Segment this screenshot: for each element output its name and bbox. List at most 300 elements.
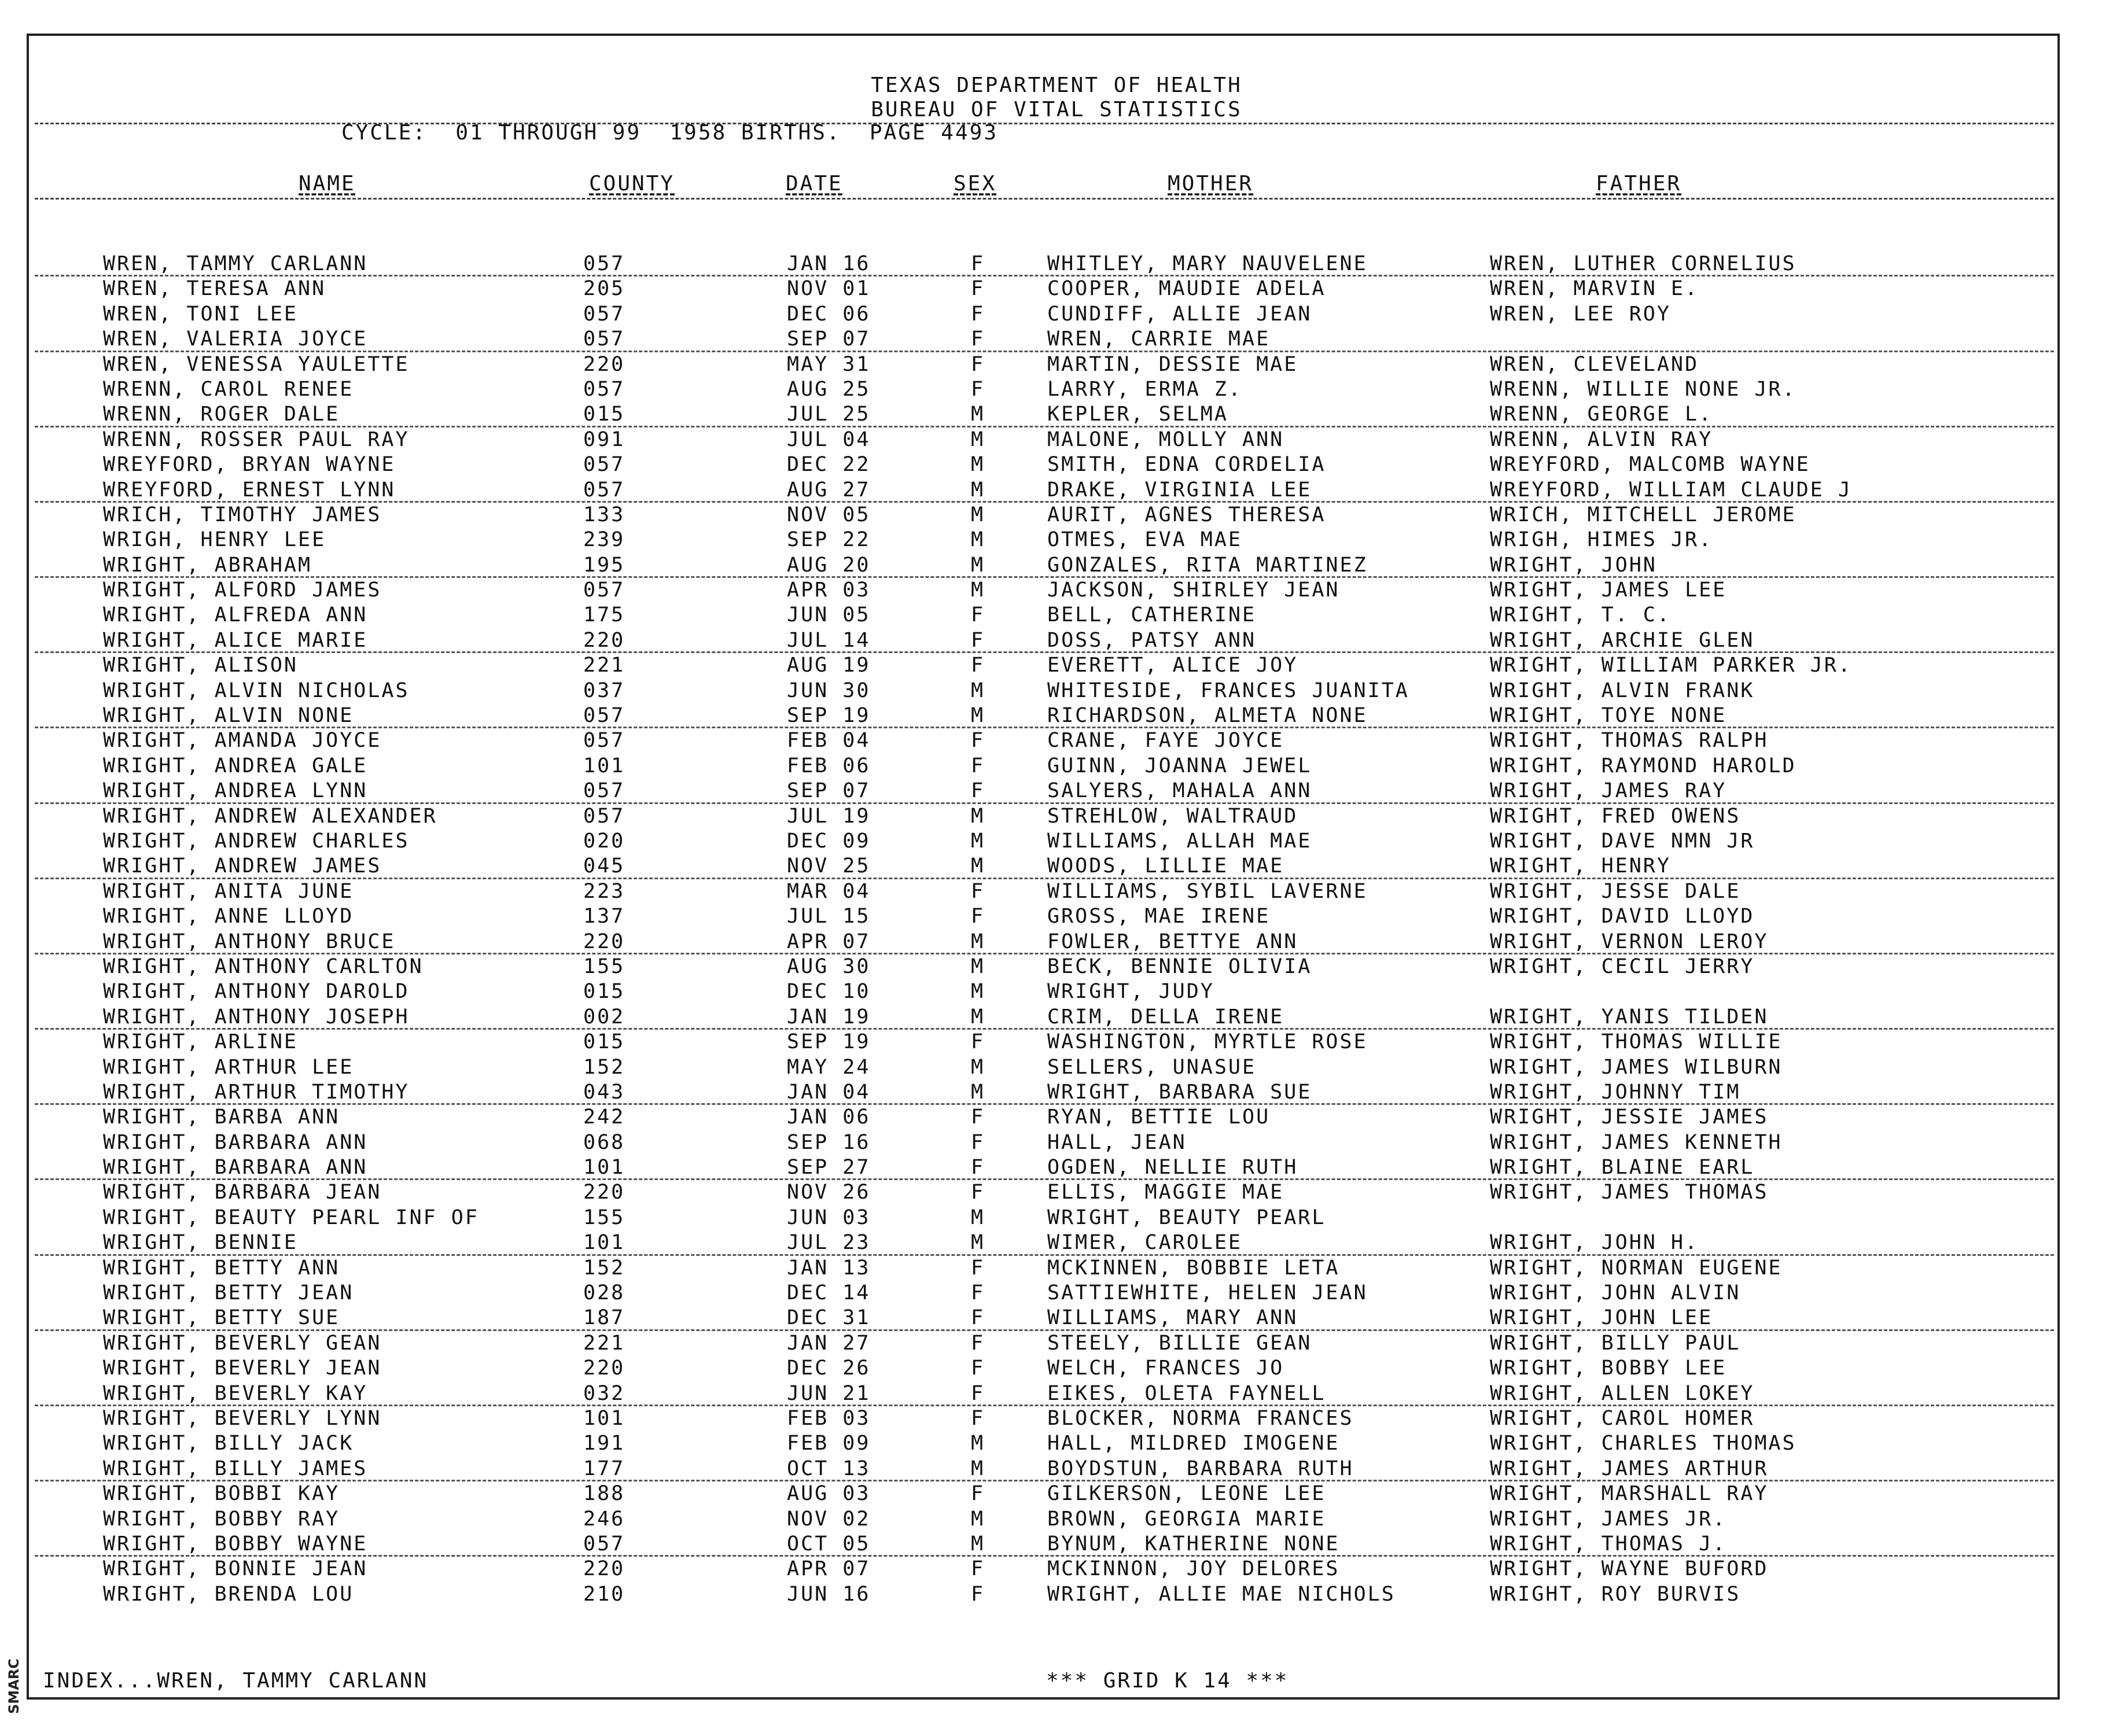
- mother-cell: GROSS, MAE IRENE: [1047, 905, 1271, 928]
- county-cell: 101: [583, 1231, 625, 1255]
- date-cell: JAN 13: [787, 1256, 871, 1280]
- mother-cell: RYAN, BETTIE LOU: [1047, 1105, 1271, 1129]
- county-cell: 223: [583, 879, 625, 903]
- mother-cell: DRAKE, VIRGINIA LEE: [1047, 478, 1312, 502]
- date-cell: JAN 16: [787, 252, 871, 275]
- sex-cell: M: [971, 528, 985, 552]
- date-cell: APR 07: [787, 1557, 871, 1581]
- table-row: [0, 1457, 2113, 1481]
- table-row: [0, 553, 2113, 578]
- name-cell: WREN, TERESA ANN: [103, 277, 326, 301]
- column-header-county: COUNTY: [589, 172, 675, 196]
- agency-title: TEXAS DEPARTMENT OF HEALTH: [871, 73, 1242, 97]
- table-row: [0, 1230, 2113, 1255]
- table-row: [0, 628, 2113, 653]
- table-row: [0, 679, 2113, 703]
- father-cell: WRIGHT, YANIS TILDEN: [1490, 1005, 1769, 1029]
- county-cell: 020: [583, 829, 625, 853]
- sex-cell: F: [971, 1482, 985, 1506]
- table-row: [0, 829, 2113, 854]
- mother-cell: BYNUM, KATHERINE NONE: [1047, 1532, 1340, 1556]
- column-header-name: NAME: [299, 172, 356, 196]
- sex-cell: F: [971, 1582, 985, 1606]
- father-cell: WRENN, GEORGE L.: [1490, 403, 1713, 426]
- father-cell: WRIGHT, CHARLES THOMAS: [1490, 1432, 1797, 1455]
- date-cell: SEP 07: [787, 779, 871, 803]
- sex-cell: F: [971, 1557, 985, 1581]
- sex-cell: M: [971, 829, 985, 853]
- father-cell: WRIGHT, FRED OWENS: [1490, 804, 1741, 828]
- sex-cell: M: [971, 427, 985, 451]
- county-cell: 195: [583, 553, 625, 577]
- county-cell: 057: [583, 704, 625, 728]
- county-cell: 101: [583, 1156, 625, 1180]
- father-cell: WRIGHT, BLAINE EARL: [1490, 1156, 1755, 1180]
- name-cell: WRIGHT, BARBARA ANN: [103, 1130, 368, 1154]
- table-row: [0, 904, 2113, 929]
- father-cell: WRIGHT, RAYMOND HAROLD: [1490, 754, 1797, 777]
- table-row: [0, 1431, 2113, 1456]
- date-cell: AUG 20: [787, 553, 871, 577]
- sex-cell: M: [971, 854, 985, 878]
- father-cell: WRIGHT, JOHN LEE: [1490, 1306, 1713, 1330]
- father-cell: WRIGHT, ALVIN FRANK: [1490, 679, 1755, 702]
- county-cell: 133: [583, 503, 625, 526]
- mother-cell: SALYERS, MAHALA ANN: [1047, 779, 1312, 803]
- father-cell: WRIGHT, JAMES KENNETH: [1490, 1130, 1783, 1154]
- date-cell: FEB 03: [787, 1406, 871, 1430]
- date-cell: MAY 24: [787, 1055, 871, 1079]
- date-cell: JUN 21: [787, 1381, 871, 1405]
- father-cell: WRIGHT, DAVE NMN JR: [1490, 829, 1755, 853]
- date-cell: SEP 16: [787, 1130, 871, 1154]
- column-header-mother: MOTHER: [1168, 172, 1254, 196]
- date-cell: DEC 06: [787, 302, 871, 326]
- father-cell: WRIGHT, HENRY: [1490, 854, 1671, 878]
- father-cell: WRIGHT, DAVID LLOYD: [1490, 905, 1755, 928]
- name-cell: WRIGHT, BOBBI KAY: [103, 1482, 340, 1506]
- father-cell: WRIGHT, WILLIAM PARKER JR.: [1490, 654, 1852, 677]
- sex-cell: F: [971, 277, 985, 301]
- name-cell: WRIGHT, ALFORD JAMES: [103, 578, 382, 602]
- date-cell: NOV 05: [787, 503, 871, 526]
- date-cell: FEB 06: [787, 754, 871, 777]
- mother-cell: OTMES, EVA MAE: [1047, 528, 1243, 552]
- mother-cell: HALL, MILDRED IMOGENE: [1047, 1432, 1340, 1455]
- table-row: [0, 954, 2113, 979]
- name-cell: WRIGHT, BRENDA LOU: [103, 1582, 354, 1606]
- mother-cell: MCKINNEN, BOBBIE LETA: [1047, 1256, 1340, 1280]
- mother-cell: RICHARDSON, ALMETA NONE: [1047, 704, 1368, 728]
- table-row: [0, 277, 2113, 301]
- mother-cell: BOYDSTUN, BARBARA RUTH: [1047, 1457, 1354, 1480]
- mother-cell: BLOCKER, NORMA FRANCES: [1047, 1406, 1354, 1430]
- mother-cell: WHITESIDE, FRANCES JUANITA: [1047, 679, 1409, 702]
- name-cell: WRIGHT, AMANDA JOYCE: [103, 729, 382, 753]
- father-cell: WRIGHT, JOHN H.: [1490, 1231, 1699, 1255]
- name-cell: WRIGHT, ALVIN NONE: [103, 704, 354, 728]
- mother-cell: WELCH, FRANCES JO: [1047, 1357, 1284, 1380]
- county-cell: 242: [583, 1105, 625, 1129]
- sex-cell: F: [971, 327, 985, 351]
- table-row: [0, 930, 2113, 954]
- county-cell: 175: [583, 603, 625, 627]
- table-row: [0, 427, 2113, 452]
- sex-cell: F: [971, 302, 985, 326]
- date-cell: NOV 02: [787, 1507, 871, 1531]
- index-footer: INDEX...WREN, TAMMY CARLANN: [43, 1669, 429, 1693]
- county-cell: 032: [583, 1381, 625, 1405]
- sex-cell: M: [971, 1005, 985, 1029]
- sex-cell: F: [971, 754, 985, 777]
- mother-cell: BROWN, GEORGIA MARIE: [1047, 1507, 1326, 1531]
- mother-cell: MCKINNON, JOY DELORES: [1047, 1557, 1340, 1581]
- name-cell: WRIGHT, ANDREW ALEXANDER: [103, 804, 437, 828]
- county-cell: 057: [583, 1532, 625, 1556]
- table-row: [0, 1005, 2113, 1030]
- name-cell: WRIGHT, ABRAHAM: [103, 553, 312, 577]
- date-cell: AUG 27: [787, 478, 871, 502]
- sex-cell: M: [971, 804, 985, 828]
- father-cell: WRICH, MITCHELL JEROME: [1490, 503, 1797, 526]
- sex-cell: F: [971, 654, 985, 677]
- date-cell: JAN 27: [787, 1331, 871, 1355]
- mother-cell: STEELY, BILLIE GEAN: [1047, 1331, 1312, 1355]
- mother-cell: WRIGHT, BEAUTY PEARL: [1047, 1206, 1326, 1229]
- table-row: [0, 1582, 2113, 1607]
- name-cell: WRIGHT, BETTY JEAN: [103, 1281, 354, 1305]
- county-cell: 057: [583, 804, 625, 828]
- date-cell: NOV 25: [787, 854, 871, 878]
- sex-cell: F: [971, 1331, 985, 1355]
- name-cell: WRIGHT, ARLINE: [103, 1030, 299, 1054]
- sex-cell: F: [971, 1306, 985, 1330]
- name-cell: WRENN, CAROL RENEE: [103, 377, 354, 401]
- mother-cell: AURIT, AGNES THERESA: [1047, 503, 1326, 526]
- date-cell: SEP 19: [787, 1030, 871, 1054]
- bureau-title: BUREAU OF VITAL STATISTICS: [871, 98, 1242, 121]
- table-row: [0, 1256, 2113, 1281]
- table-row: [0, 252, 2113, 277]
- father-cell: WREN, MARVIN E.: [1490, 277, 1699, 301]
- mother-cell: GONZALES, RITA MARTINEZ: [1047, 553, 1368, 577]
- table-row: [0, 854, 2113, 879]
- name-cell: WRIGHT, BEVERLY LYNN: [103, 1406, 382, 1430]
- county-cell: 220: [583, 1557, 625, 1581]
- date-cell: AUG 03: [787, 1482, 871, 1506]
- date-cell: JAN 04: [787, 1080, 871, 1104]
- table-row: [0, 302, 2113, 327]
- mother-cell: OGDEN, NELLIE RUTH: [1047, 1156, 1298, 1180]
- county-cell: 057: [583, 578, 625, 602]
- sex-cell: M: [971, 453, 985, 477]
- date-cell: DEC 31: [787, 1306, 871, 1330]
- county-cell: 221: [583, 654, 625, 677]
- county-cell: 177: [583, 1457, 625, 1480]
- mother-cell: WOODS, LILLIE MAE: [1047, 854, 1284, 878]
- name-cell: WRENN, ROSSER PAUL RAY: [103, 427, 410, 451]
- sex-cell: F: [971, 905, 985, 928]
- date-cell: SEP 27: [787, 1156, 871, 1180]
- sex-cell: M: [971, 578, 985, 602]
- table-row: [0, 1557, 2113, 1582]
- county-cell: 091: [583, 427, 625, 451]
- date-cell: JUN 16: [787, 1582, 871, 1606]
- table-row: [0, 1281, 2113, 1306]
- name-cell: WRIGHT, ANDREW JAMES: [103, 854, 382, 878]
- table-row: [0, 1481, 2113, 1506]
- name-cell: WRIGHT, BARBARA JEAN: [103, 1181, 382, 1204]
- mother-cell: WILLIAMS, ALLAH MAE: [1047, 829, 1312, 853]
- table-row: [0, 1206, 2113, 1230]
- name-cell: WRIGHT, ANTHONY DAROLD: [103, 980, 410, 1004]
- county-cell: 057: [583, 327, 625, 351]
- sex-cell: M: [971, 930, 985, 953]
- column-header-sex: SEX: [954, 172, 997, 196]
- mother-cell: SATTIEWHITE, HELEN JEAN: [1047, 1281, 1368, 1305]
- sex-cell: F: [971, 1406, 985, 1430]
- name-cell: WRIGHT, BILLY JACK: [103, 1432, 354, 1455]
- father-cell: WRIGHT, JAMES WILBURN: [1490, 1055, 1783, 1079]
- county-cell: 057: [583, 453, 625, 477]
- table-row: [0, 528, 2113, 552]
- father-cell: WRIGHT, JAMES RAY: [1490, 779, 1727, 803]
- father-cell: WRIGHT, MARSHALL RAY: [1490, 1482, 1769, 1506]
- name-cell: WRIGHT, BEVERLY KAY: [103, 1381, 368, 1405]
- name-cell: WRIGHT, ANDREA GALE: [103, 754, 368, 777]
- date-cell: OCT 05: [787, 1532, 871, 1556]
- name-cell: WRIGHT, BOBBY WAYNE: [103, 1532, 368, 1556]
- father-cell: WRIGHT, JAMES JR.: [1490, 1507, 1727, 1531]
- sex-cell: F: [971, 252, 985, 275]
- sex-cell: M: [971, 478, 985, 502]
- sex-cell: M: [971, 679, 985, 702]
- name-cell: WRIGHT, ANITA JUNE: [103, 879, 354, 903]
- father-cell: WRIGHT, JAMES LEE: [1490, 578, 1727, 602]
- name-cell: WREYFORD, ERNEST LYNN: [103, 478, 396, 502]
- name-cell: WRIGHT, BEAUTY PEARL INF OF: [103, 1206, 479, 1229]
- grid-footer: *** GRID K 14 ***: [1046, 1669, 1289, 1693]
- sex-cell: M: [971, 1532, 985, 1556]
- column-header-rule: [35, 198, 2054, 200]
- name-cell: WRIGHT, ALVIN NICHOLAS: [103, 679, 410, 702]
- sex-cell: M: [971, 1231, 985, 1255]
- sex-cell: F: [971, 1181, 985, 1204]
- sex-cell: F: [971, 1156, 985, 1180]
- table-row: [0, 377, 2113, 402]
- sex-cell: M: [971, 1080, 985, 1104]
- date-cell: DEC 22: [787, 453, 871, 477]
- name-cell: WRIGHT, BEVERLY GEAN: [103, 1331, 382, 1355]
- county-cell: 015: [583, 1030, 625, 1054]
- mother-cell: WILLIAMS, SYBIL LAVERNE: [1047, 879, 1368, 903]
- name-cell: WRIGHT, ANTHONY CARLTON: [103, 954, 424, 978]
- date-cell: AUG 19: [787, 654, 871, 677]
- table-row: [0, 402, 2113, 427]
- table-row: [0, 779, 2113, 804]
- mother-cell: WRIGHT, ALLIE MAE NICHOLS: [1047, 1582, 1396, 1606]
- header-rule: [35, 123, 2054, 124]
- mother-cell: CRIM, DELLA IRENE: [1047, 1005, 1284, 1029]
- county-cell: 057: [583, 478, 625, 502]
- mother-cell: WREN, CARRIE MAE: [1047, 327, 1271, 351]
- father-cell: WRIGHT, VERNON LEROY: [1490, 930, 1769, 953]
- date-cell: JUL 25: [787, 403, 871, 426]
- name-cell: WRIGHT, ARTHUR LEE: [103, 1055, 354, 1079]
- father-cell: WRENN, WILLIE NONE JR.: [1490, 377, 1797, 401]
- father-cell: WRIGHT, BILLY PAUL: [1490, 1331, 1741, 1355]
- table-row: [0, 352, 2113, 377]
- table-row: [0, 578, 2113, 603]
- mother-cell: STREHLOW, WALTRAUD: [1047, 804, 1298, 828]
- sex-cell: M: [971, 553, 985, 577]
- mother-cell: WIMER, CAROLEE: [1047, 1231, 1243, 1255]
- county-cell: 045: [583, 854, 625, 878]
- sex-cell: F: [971, 1256, 985, 1280]
- sex-cell: M: [971, 1432, 985, 1455]
- name-cell: WRIGHT, BETTY SUE: [103, 1306, 340, 1330]
- table-row: [0, 804, 2113, 829]
- date-cell: JUL 23: [787, 1231, 871, 1255]
- table-row: [0, 1356, 2113, 1381]
- table-row: [0, 1532, 2113, 1557]
- name-cell: WRIGHT, BILLY JAMES: [103, 1457, 368, 1480]
- sex-cell: F: [971, 1105, 985, 1129]
- sex-cell: M: [971, 1206, 985, 1229]
- date-cell: OCT 13: [787, 1457, 871, 1480]
- name-cell: WRIGH, HENRY LEE: [103, 528, 326, 552]
- mother-cell: MARTIN, DESSIE MAE: [1047, 352, 1298, 376]
- mother-cell: CRANE, FAYE JOYCE: [1047, 729, 1284, 753]
- name-cell: WREN, VALERIA JOYCE: [103, 327, 368, 351]
- father-cell: WRIGHT, JOHN ALVIN: [1490, 1281, 1741, 1305]
- table-row: [0, 879, 2113, 904]
- table-row: [0, 1080, 2113, 1105]
- name-cell: WRIGHT, BONNIE JEAN: [103, 1557, 368, 1581]
- mother-cell: EIKES, OLETA FAYNELL: [1047, 1381, 1326, 1405]
- mother-cell: WRIGHT, JUDY: [1047, 980, 1214, 1004]
- date-cell: JUL 19: [787, 804, 871, 828]
- father-cell: WRIGHT, TOYE NONE: [1490, 704, 1727, 728]
- father-cell: WRIGHT, BOBBY LEE: [1490, 1357, 1727, 1380]
- county-cell: 220: [583, 1357, 625, 1380]
- date-cell: DEC 09: [787, 829, 871, 853]
- sex-cell: F: [971, 879, 985, 903]
- county-cell: 220: [583, 1181, 625, 1204]
- date-cell: JUN 30: [787, 679, 871, 702]
- table-row: [0, 452, 2113, 477]
- table-row: [0, 503, 2113, 528]
- father-cell: WREN, LEE ROY: [1490, 302, 1671, 326]
- table-row: [0, 603, 2113, 628]
- father-cell: WRIGHT, JOHN: [1490, 553, 1657, 577]
- name-cell: WRIGHT, ALISON: [103, 654, 299, 677]
- records-table: [0, 252, 2113, 1607]
- father-cell: WRIGHT, WAYNE BUFORD: [1490, 1557, 1769, 1581]
- mother-cell: COOPER, MAUDIE ADELA: [1047, 277, 1326, 301]
- date-cell: APR 07: [787, 930, 871, 953]
- father-cell: WRIGHT, THOMAS WILLIE: [1490, 1030, 1783, 1054]
- name-cell: WRICH, TIMOTHY JAMES: [103, 503, 382, 526]
- sex-cell: M: [971, 704, 985, 728]
- date-cell: FEB 04: [787, 729, 871, 753]
- name-cell: WREN, TAMMY CARLANN: [103, 252, 368, 275]
- county-cell: 101: [583, 1406, 625, 1430]
- date-cell: SEP 19: [787, 704, 871, 728]
- table-row: [0, 728, 2113, 753]
- father-cell: WRIGHT, JAMES THOMAS: [1490, 1181, 1769, 1204]
- sex-cell: F: [971, 1381, 985, 1405]
- table-row: [0, 478, 2113, 503]
- table-row: [0, 1180, 2113, 1205]
- county-cell: 043: [583, 1080, 625, 1104]
- mother-cell: SELLERS, UNASUE: [1047, 1055, 1257, 1079]
- date-cell: AUG 30: [787, 954, 871, 978]
- name-cell: WRIGHT, BENNIE: [103, 1231, 299, 1255]
- table-row: [0, 1406, 2113, 1431]
- sex-cell: F: [971, 1130, 985, 1154]
- date-cell: AUG 25: [787, 377, 871, 401]
- date-cell: JAN 06: [787, 1105, 871, 1129]
- mother-cell: KEPLER, SELMA: [1047, 403, 1228, 426]
- name-cell: WRIGHT, ANTHONY JOSEPH: [103, 1005, 410, 1029]
- mother-cell: JACKSON, SHIRLEY JEAN: [1047, 578, 1340, 602]
- date-cell: JUN 03: [787, 1206, 871, 1229]
- mother-cell: WILLIAMS, MARY ANN: [1047, 1306, 1298, 1330]
- date-cell: MAY 31: [787, 352, 871, 376]
- date-cell: DEC 14: [787, 1281, 871, 1305]
- father-cell: WRIGHT, NORMAN EUGENE: [1490, 1256, 1783, 1280]
- county-cell: 191: [583, 1432, 625, 1455]
- table-row: [0, 979, 2113, 1004]
- name-cell: WREYFORD, BRYAN WAYNE: [103, 453, 396, 477]
- county-cell: 068: [583, 1130, 625, 1154]
- mother-cell: EVERETT, ALICE JOY: [1047, 654, 1298, 677]
- date-cell: NOV 01: [787, 277, 871, 301]
- cycle-line: CYCLE: 01 THROUGH 99 1958 BIRTHS. PAGE 4493: [341, 121, 998, 145]
- county-cell: 210: [583, 1582, 625, 1606]
- sex-cell: M: [971, 954, 985, 978]
- mother-cell: CUNDIFF, ALLIE JEAN: [1047, 302, 1312, 326]
- county-cell: 002: [583, 1005, 625, 1029]
- mother-cell: BELL, CATHERINE: [1047, 603, 1257, 627]
- mother-cell: BECK, BENNIE OLIVIA: [1047, 954, 1312, 978]
- mother-cell: ELLIS, MAGGIE MAE: [1047, 1181, 1284, 1204]
- table-row: [0, 754, 2113, 779]
- father-cell: WRIGHT, T. C.: [1490, 603, 1671, 627]
- county-cell: 015: [583, 980, 625, 1004]
- sex-cell: M: [971, 980, 985, 1004]
- side-stamp: SMARC: [6, 1658, 22, 1714]
- county-cell: 152: [583, 1055, 625, 1079]
- date-cell: JUL 04: [787, 427, 871, 451]
- name-cell: WRIGHT, ARTHUR TIMOTHY: [103, 1080, 410, 1104]
- mother-cell: WHITLEY, MARY NAUVELENE: [1047, 252, 1368, 275]
- sex-cell: F: [971, 352, 985, 376]
- mother-cell: WASHINGTON, MYRTLE ROSE: [1047, 1030, 1368, 1054]
- name-cell: WRIGHT, ANNE LLOYD: [103, 905, 354, 928]
- table-row: [0, 1155, 2113, 1180]
- table-row: [0, 327, 2113, 352]
- table-row: [0, 1105, 2113, 1130]
- date-cell: FEB 09: [787, 1432, 871, 1455]
- mother-cell: MALONE, MOLLY ANN: [1047, 427, 1284, 451]
- county-cell: 057: [583, 779, 625, 803]
- name-cell: WRIGHT, ALFREDA ANN: [103, 603, 368, 627]
- sex-cell: M: [971, 1055, 985, 1079]
- name-cell: WRIGHT, ANTHONY BRUCE: [103, 930, 396, 953]
- name-cell: WRIGHT, BARBARA ANN: [103, 1156, 368, 1180]
